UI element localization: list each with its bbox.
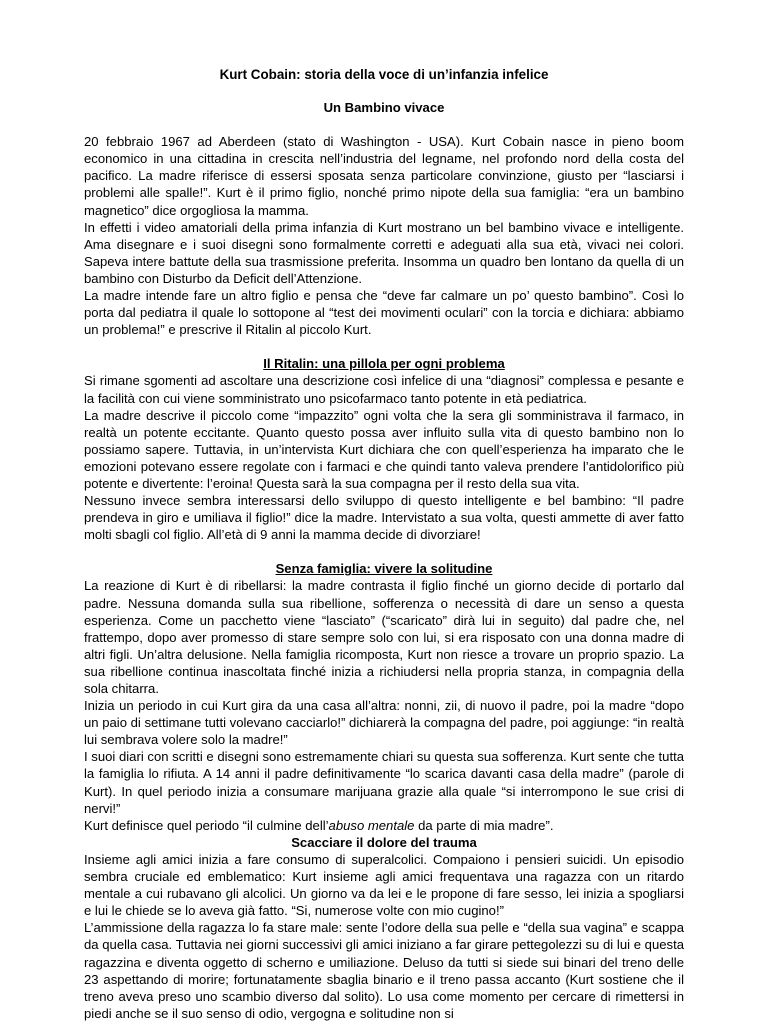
paragraph: I suoi diari con scritti e disegni sono estremamente chiari su questa sua sofferenza. Kurt sente che tutta la famiglia lo rifiuta. A 14 anni il padre definitivamente “lo scarica davanti casa della madre” (parole di Kurt). In quel periodo inizia a consumare marijuana grazie alla quale “si interrompono le sue crisi di nervi!” xyxy=(84,749,684,816)
paragraph: Insieme agli amici inizia a fare consumo di superalcolici. Compaiono i pensieri suicidi. Un episodio sembra cruciale ed emblematico: Kurt insieme agli amici frequentava una ragazza con un ritardo mentale a cui rubavano gli alcolici. Un giorno va da lei e le propone di fare sesso, lei inizia a spogliarsi e lui le chiede se lo aveva già fatto. “Si, numerose volte con mio cugino!” xyxy=(84,851,684,919)
section-heading-ritalin: Il Ritalin: una pillola per ogni problema xyxy=(263,356,505,372)
emphasis-text: abuso mentale xyxy=(328,817,415,833)
paragraph: Si rimane sgomenti ad ascoltare una descrizione così infelice di una “diagnosi” complessa e pesante e la facilità con cui viene somministrato uno psicofarmaco tanto potente in età pediatrica. xyxy=(84,373,684,406)
paragraph: L’ammissione della ragazza lo fa stare male: sente l’odore della sua pelle e “della sua vagina” e scappa da quella casa. Tuttavia nei giorni successivi gli amici iniziano a far girare pettegolezzi su di lui e questa ragazzina e diventa oggetto di scherno e umiliazione. Deluso da tutti si siede sui binari del treno delle 23 aspettando di morire; fortunatamente sbaglia binario e il treno passa accanto (Kurt sostiene che il treno aveva preso uno scambio diverso dal solito). Lo usa come momento per cercare di rimettersi in piedi anche se il suo senso di odio, vergogna e solitudine non si xyxy=(84,920,684,1021)
section-heading-senza-famiglia: Senza famiglia: vivere la solitudine xyxy=(275,561,493,577)
paragraph: La madre descrive il piccolo come “impazzito” ogni volta che la sera gli somministrava il farmaco, in realtà un potente eccitante. Quanto questo possa aver influito sulla vita di questo bambino non lo possiamo sapere. Tuttavia, in un’intervista Kurt dichiara che con quell’esperienza ha imparato che le emozioni potevano essere regolate con i farmaci e che quindi tanto valeva prendere l’antidolorifico più potente e divertente: l’eroina! Questa sarà la sua compagna per il resto della sua vita. xyxy=(84,407,684,491)
paragraph: Nessuno invece sembra interessarsi dello sviluppo di questo intelligente e bel bambino: “Il padre prendeva in giro e umiliava il figlio!” dice la madre. Intervistato a sua volta, questi ammette di aver fatto molti sbagli col figlio. All’età di 9 anni la mamma decide di divorziare! xyxy=(84,493,684,543)
section-heading-trauma: Scacciare il dolore del trauma xyxy=(291,834,477,850)
paragraph: In effetti i video amatoriali della prima infanzia di Kurt mostrano un bel bambino vivace e intelligente. Ama disegnare e i suoi disegni sono formalmente corretti e adeguati alla sua età, vivaci nei colori. Sapeva intere battute della sua trasmissione preferita. Insomma un quadro ben lontano da quella di un bambino con Disturbo da Deficit dell’Attenzione. xyxy=(84,219,684,286)
paragraph: La madre intende fare un altro figlio e pensa che “deve far calmare un po’ questo bambino”. Così lo porta dal pediatra il quale lo sottopone al “test dei movimenti oculari” con la torcia e dichiara: abbiamo un problema!” e prescrive il Ritalin al piccolo Kurt. xyxy=(84,288,684,338)
paragraph: 20 febbraio 1967 ad Aberdeen (stato di Washington - USA). Kurt Cobain nasce in pieno boom economico in una cittadina in crescita nell’industria del legname, nel profondo nord della costa del pacifico. La madre riferisce di essersi sposata senza particolare convinzione, giusto per “lasciarsi i problemi alle spalle!”. Kurt è il primo figlio, nonché primo nipote della sua famiglia: “era un bambino magnetico” dice orgogliosa la mamma. xyxy=(84,134,684,218)
paragraph: Inizia un periodo in cui Kurt gira da una casa all’altra: nonni, zii, di nuovo il padre, poi la madre “dopo un paio di settimane tutti volevano cacciarlo!” dichiarerà la compagna del padre, poi aggiunge: “in realtà lui sembrava volere solo la madre!” xyxy=(84,698,684,748)
document-subtitle: Un Bambino vivace xyxy=(323,100,445,116)
paragraph-text: da parte di mia madre”. xyxy=(414,817,554,833)
paragraph-text: Kurt definisce quel periodo “il culmine dell’ xyxy=(84,817,329,833)
paragraph: La reazione di Kurt è di ribellarsi: la madre contrasta il figlio finché un giorno decide di portarlo dal padre. Nessuna domanda sulla sua ribellione, sofferenza o necessità di dare un senso a questa esperienza. Come un pacchetto viene “lasciato” (“scaricato” dirà lui in seguito) dal padre che, nel frattempo, dopo aver promesso di stare sempre solo con lui, si era risposato con una donna madre di altri figli. Un’altra delusione. Nella famiglia ricomposta, Kurt non riesce a trovare un proprio spazio. La sua ribellione continua inascoltata finché inizia a richiudersi nella propria stanza, in compagnia della sola chitarra. xyxy=(84,578,684,696)
document-title: Kurt Cobain: storia della voce di un’infanzia infelice xyxy=(219,67,549,82)
paragraph xyxy=(84,817,684,834)
